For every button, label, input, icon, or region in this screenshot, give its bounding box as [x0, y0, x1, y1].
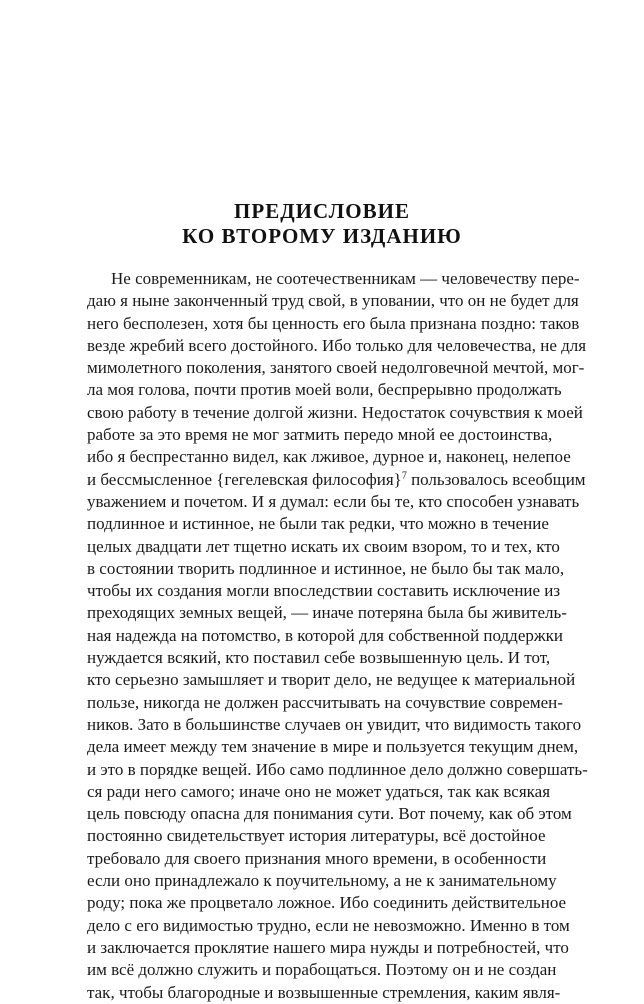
text-line: чтобы их создания могли впоследствии составить исключение из [87, 581, 561, 601]
text-line: дела имеет между тем значение в мире и пользуется текущим днем, [87, 737, 579, 757]
text-line: нуждается всякий, кто поставил себе возвышенную цель. И тот, [87, 648, 551, 668]
text-line: подлинное и истинное, не были так редки, что можно в течение [87, 514, 549, 534]
text-line-with-footnote [87, 469, 586, 491]
text-segment: пользовалось всеобщим [406, 469, 586, 489]
text-line: ибо я беспрестанно видел, как лживое, дурное и, наконец, нелепое [87, 447, 571, 467]
text-line: если оно принадлежало к поучительному, а не к занимательному [87, 871, 557, 891]
text-line: работе за это время не мог затмить передо мной ее достоинства, [87, 425, 553, 445]
text-line: ся ради него самого; иначе оно не может удаться, так как всякая [87, 781, 551, 801]
text-line: постоянно свидетельствует история литературы, всё достойное [87, 826, 546, 846]
text-line: мимолетного поколения, занятого своей недолговечной мечтой, мог- [87, 358, 585, 378]
footnote-mark: 7 [401, 470, 407, 482]
text-line: преходящих земных вещей, — иначе потеряна была бы живитель- [87, 603, 567, 623]
text-line: даю я ныне законченный труд свой, в уповании, что он не будет для [87, 291, 579, 311]
text-line: ла моя голова, почти против моей воли, беспрерывно продолжать [87, 380, 562, 400]
text-line: пользе, никогда не должен рассчитывать на сочувствие современ- [87, 692, 563, 712]
text-line: уважением и почетом. И я думал: если бы те, кто способен узнавать [87, 491, 580, 511]
text-line: везде жребий всего достойного. Ибо только для человечества, не для [87, 335, 587, 355]
text-line: кто серьезно замышляет и творит дело, не ведущее к материальной [87, 670, 576, 690]
text-line: целых двадцати лет тщетно искать их своим взором, то и тех, кто [87, 536, 560, 556]
text-line: дело с его видимостью трудно, если не невозможно. Именно в том [87, 915, 570, 935]
text-line: им всё должно служить и порабощаться. Поэтому он и не создан [87, 960, 557, 980]
text-line: свою работу в течение долгой жизни. Недостаток сочувствия к моей [87, 402, 583, 422]
text-line: роду; пока же процветало ложное. Ибо соединить действительное [87, 893, 567, 913]
text-line: него бесполезен, хотя бы ценность его была признана поздно: таков [87, 313, 580, 333]
text-line: ников. Зато в большинстве случаев он увидит, что видимость такого [87, 714, 582, 734]
text-segment: и бессмысленное {гегелевская философия} [87, 469, 402, 489]
text-line: Не современникам, не соотечественникам — человечеству пере- [111, 269, 580, 288]
text-line: и заключается проклятие нашего мира нужды и потребностей, что [87, 937, 569, 957]
text-line: цель повсюду опасна для понимания сути. Вот почему, как об этом [87, 804, 572, 824]
chapter-title-line-2: КО ВТОРОМУ ИЗДАНИЮ [182, 224, 462, 248]
text-line: так, чтобы благородные и возвышенные стремления, каким явля- [87, 982, 561, 1002]
text-line: ная надежда на потомство, в которой для собственной поддержки [87, 625, 563, 645]
text-line: в состоянии творить подлинное и истинное, не было бы так мало, [87, 558, 565, 578]
text-line: требовало для своего признания много времени, в особенности [87, 848, 547, 868]
chapter-title-line-1: ПРЕДИСЛОВИЕ [234, 199, 410, 223]
body-text [87, 268, 588, 1004]
text-line: и это в порядке вещей. Ибо само подлинное дело должно совершать- [87, 759, 588, 779]
